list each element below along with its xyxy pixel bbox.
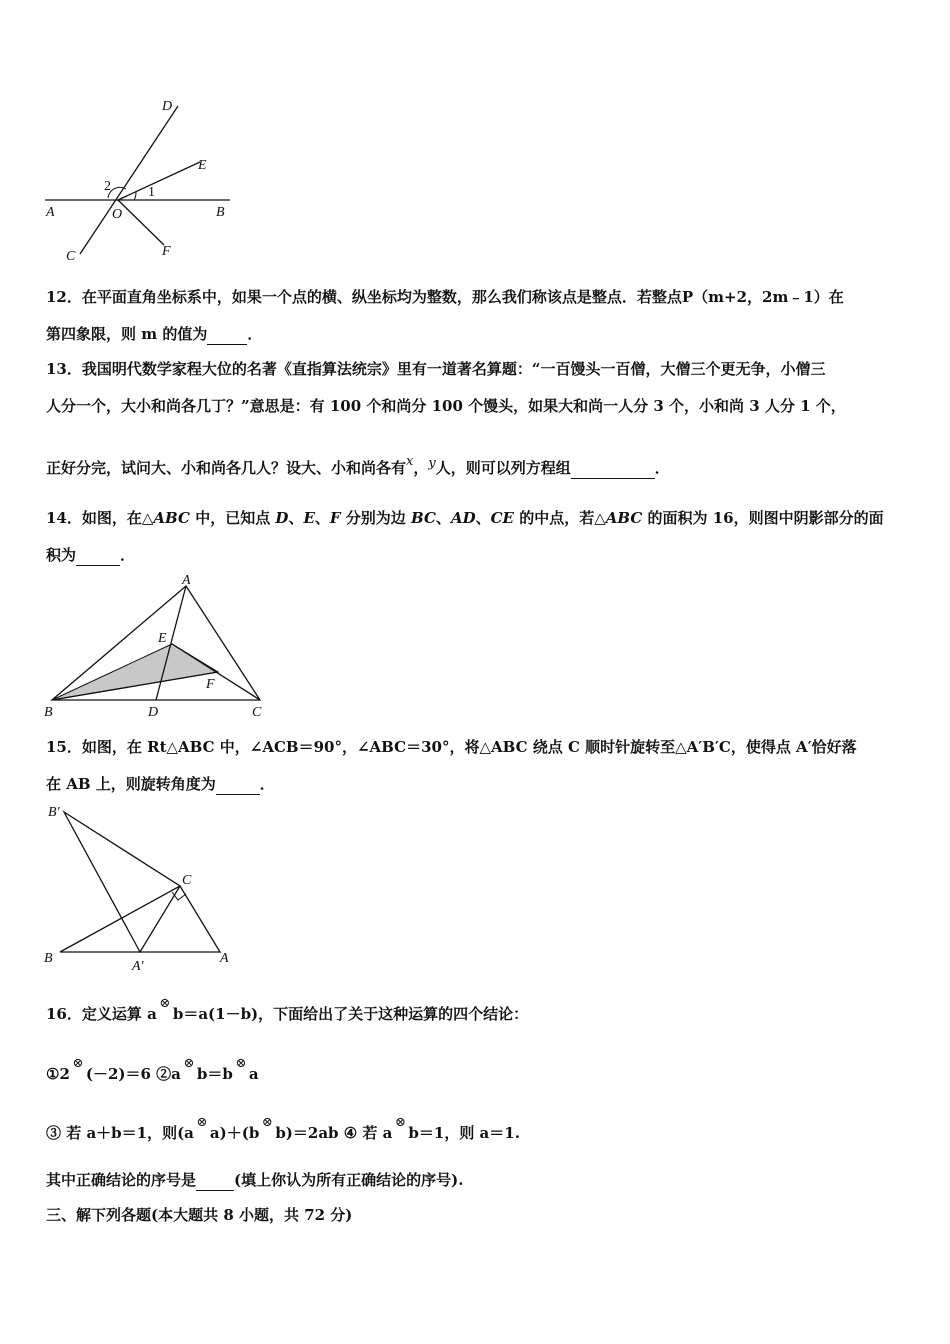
q14-t11: 、 [435,509,451,527]
q14-text: 积为 [46,546,77,564]
section-3-title: 三、解下列各题(本大题共 8 小题，共 72 分) [46,1206,353,1224]
q14-t1: 14．如图，在△ [46,509,154,527]
q12-text: 第四象限，则 m 的值为 [46,325,208,343]
label-b: B [44,951,53,966]
label-a: A [220,951,229,966]
label-b: B [44,705,53,720]
label-c: C [182,873,192,888]
label-e: E [198,158,207,173]
shaded-triangle [52,644,218,700]
q16-t1: 16．定义运算 a [46,1005,157,1023]
label-f: F [162,244,171,259]
label-b-prime: B′ [48,805,60,820]
q16-text: 其中正确结论的序号是 [46,1171,197,1189]
q16-conclusions-1 [46,1056,259,1086]
q13-var-x: x [406,454,414,469]
q12-line2 [46,324,262,345]
q14-line1 [46,508,884,528]
q14-t6: E [303,509,315,527]
label-b: B [216,205,225,220]
otimes-symbol: ⊗ [394,1115,406,1130]
q16-c3: ③ 若 a＋b＝1，则(a [46,1124,194,1142]
label-f: F [206,677,215,692]
otimes-symbol: ⊗ [261,1115,273,1130]
triangle-a-b-c-rotated [64,812,180,952]
q14-t2: ABC [153,509,190,527]
q16-c3c: b)＝2ab ④ 若 a [275,1124,393,1142]
q16-c3b: a)＋(b [209,1124,260,1142]
label-e: E [158,631,167,646]
label-a: A [46,205,55,220]
label-c: C [66,249,76,264]
label-c: C [252,705,262,720]
q16-c4: b＝1，则 a＝1. [408,1124,520,1142]
q15-end: ． [259,775,275,793]
q13-var-y: y [428,456,436,471]
label-d: D [162,99,173,114]
rotation-figure [40,800,240,975]
q14-t12: AD [450,509,476,527]
q12-answer-blank[interactable] [207,324,247,345]
q14-t7: 、 [314,509,330,527]
otimes-symbol: ⊗ [235,1056,247,1071]
q13-line2: 人分一个，大小和尚各几丁？”意思是：有 100 个和尚分 100 个馒头，如果大和尚一人分 3 个，小和尚 3 人分 1 个， [46,397,846,415]
label-a-prime: A′ [132,959,144,974]
q14-t8: F [329,509,341,527]
ray-of [118,200,164,245]
q14-t14: CE [490,509,514,527]
q16-t2: b＝a(1－b)，下面给出了关于这种运算的四个结论： [172,1005,529,1023]
q14-t3: 中，已知点 [189,509,276,527]
label-o: O [112,207,123,222]
q12-end: ． [247,325,263,343]
triangle-abc-figure [40,572,280,722]
otimes-symbol: ⊗ [159,996,171,1011]
triangle-abc [60,886,220,952]
q16-c2b: a [248,1065,259,1083]
q15-answer-blank[interactable] [216,774,260,795]
q14-answer-blank[interactable] [76,545,120,566]
label-a: A [182,573,191,588]
otimes-symbol: ⊗ [183,1056,195,1071]
q16-end: (填上你认为所有正确结论的序号). [234,1171,464,1189]
label-1: 1 [148,185,155,200]
otimes-symbol: ⊗ [72,1056,84,1071]
q13-text-2: 人，则可以列方程组 [435,459,571,477]
label-d: D [148,705,159,720]
q15-line1: 15．如图，在 Rt△ABC 中，∠ACB＝90°，∠ABC＝30°，将△ABC 绕点 C 顺时针旋转至△A′B′C，使得点 A′恰好落 [46,738,857,756]
q14-t17: 的面积为 16，则图中阴影部分的面 [642,509,884,527]
line-cd [80,106,178,254]
q16-line1 [46,996,529,1026]
q13-text: 正好分完，试问大、小和尚各几人？设大、小和尚各有 [46,459,407,477]
q13-line3 [46,454,670,480]
q13-sep: ， [413,459,429,477]
q14-t13: 、 [475,509,491,527]
q14-line2 [46,545,135,566]
q16-line4 [46,1170,463,1191]
otimes-symbol: ⊗ [196,1115,208,1130]
q12-line1: 12．在平面直角坐标系中，如果一个点的横、纵坐标均为整数，那么我们称该点是整点．若整点P（m+2，2m﹣1）在 [46,288,844,306]
ray-oe [118,162,200,200]
label-2: 2 [104,179,111,194]
q14-t4: D [275,509,289,527]
q13-end: ． [654,459,670,477]
q16-c1: ①2 [46,1065,70,1083]
q14-t5: 、 [288,509,304,527]
q13-line1: 13．我国明代数学家程大位的名著《直指算法统宗》里有一道著名算题：“一百馒头一百僧，大僧三个更无争，小僧三 [46,360,826,378]
q15-text: 在 AB 上，则旋转角度为 [46,775,216,793]
q16-conclusions-2 [46,1115,520,1145]
q14-t9: 分别为边 [340,509,412,527]
angle-1-arc [134,192,136,200]
q16-c1b: (－2)＝6 ②a [85,1065,181,1083]
q14-t16: ABC [605,509,643,527]
q14-t10: BC [411,509,436,527]
q16-answer-blank[interactable] [196,1170,234,1191]
q14-t15: 的中点，若△ [513,509,606,527]
angle-figure [40,92,240,267]
q15-line2 [46,774,275,795]
q13-answer-blank[interactable] [571,458,655,479]
q16-c2: b＝b [196,1065,233,1083]
q14-end: ． [120,546,136,564]
